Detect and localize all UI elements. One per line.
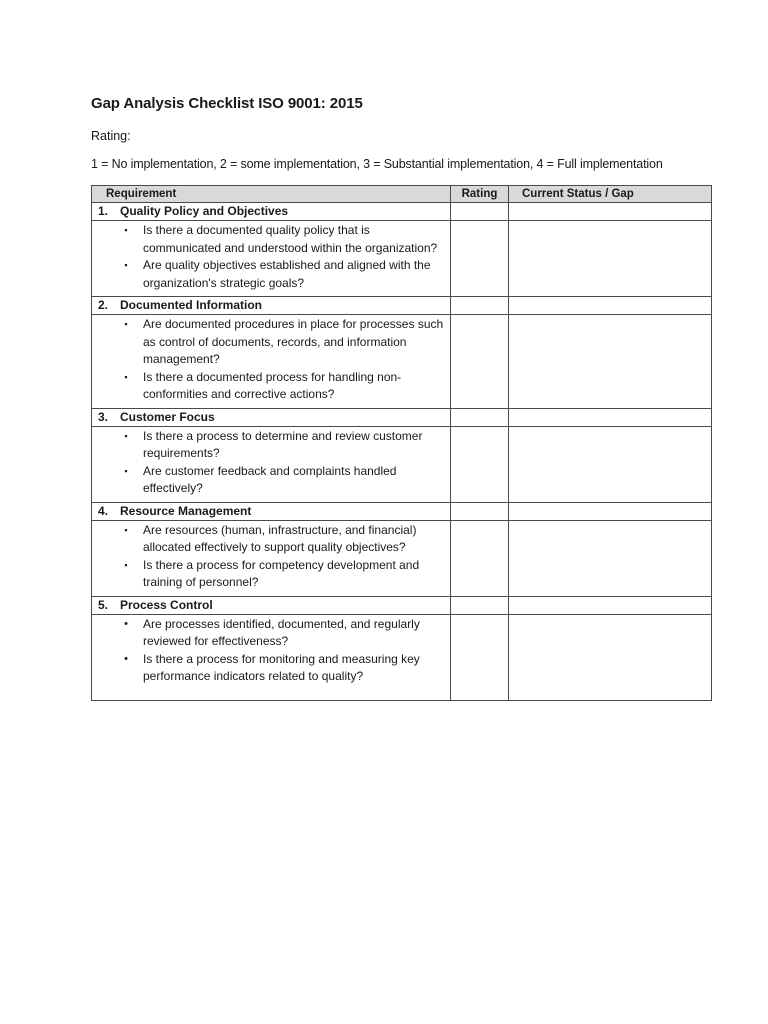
list-item bbox=[92, 651, 450, 686]
section-row bbox=[92, 502, 712, 520]
section-row bbox=[92, 203, 712, 221]
section-title: Quality Policy and Objectives bbox=[120, 204, 289, 218]
section-status-cell[interactable] bbox=[509, 297, 712, 315]
question-text: Is there a documented quality policy that is communicated and understood within the organization? bbox=[143, 223, 438, 255]
square-bullet-icon: ▪ bbox=[124, 225, 128, 235]
section-title-cell bbox=[92, 502, 451, 520]
square-bullet-icon: ▪ bbox=[124, 260, 128, 270]
section-row bbox=[92, 297, 712, 315]
questions-cell bbox=[92, 426, 451, 502]
list-item bbox=[92, 616, 450, 651]
section-title: Documented Information bbox=[120, 298, 263, 312]
status-gap-cell[interactable] bbox=[509, 520, 712, 596]
questions-cell bbox=[92, 221, 451, 297]
question-list bbox=[92, 427, 450, 502]
section-row bbox=[92, 596, 712, 614]
section-heading bbox=[92, 503, 450, 520]
rating-cell[interactable] bbox=[451, 315, 509, 409]
list-item bbox=[92, 257, 450, 292]
list-item bbox=[92, 222, 450, 257]
section-number: 4. bbox=[98, 503, 109, 518]
list-item bbox=[92, 463, 450, 498]
section-heading bbox=[92, 597, 450, 614]
question-list bbox=[92, 221, 450, 296]
section-number: 1. bbox=[98, 204, 109, 218]
section-status-cell[interactable] bbox=[509, 203, 712, 221]
page-title: Gap Analysis Checklist ISO 9001: 2015 bbox=[91, 95, 363, 112]
question-list bbox=[92, 521, 450, 596]
questions-cell bbox=[92, 614, 451, 700]
question-text: Is there a process for competency development and training of personnel? bbox=[143, 557, 420, 589]
question-row bbox=[92, 315, 712, 409]
square-bullet-icon: ▪ bbox=[124, 319, 128, 329]
list-item bbox=[92, 522, 450, 557]
section-rating-cell[interactable] bbox=[451, 203, 509, 221]
rating-column-header: Rating bbox=[451, 186, 509, 203]
status-gap-cell[interactable] bbox=[509, 426, 712, 502]
question-text: Are processes identified, documented, and regularly reviewed for effectiveness? bbox=[143, 616, 420, 648]
question-text: Are quality objectives established and aligned with the organization's strategic goals? bbox=[143, 258, 431, 290]
question-text: Is there a process to determine and review customer requirements? bbox=[143, 428, 423, 460]
section-title: Process Control bbox=[120, 597, 213, 612]
questions-cell bbox=[92, 520, 451, 596]
section-number: 5. bbox=[98, 597, 109, 612]
question-text: Are customer feedback and complaints handled effectively? bbox=[143, 463, 397, 495]
section-title: Resource Management bbox=[120, 503, 252, 518]
question-row bbox=[92, 426, 712, 502]
square-bullet-icon: ▪ bbox=[124, 465, 128, 476]
status-gap-cell[interactable] bbox=[509, 221, 712, 297]
table-body bbox=[92, 203, 712, 701]
section-title-cell bbox=[92, 596, 451, 614]
section-heading bbox=[92, 203, 450, 220]
status-gap-cell[interactable] bbox=[509, 614, 712, 700]
section-number: 2. bbox=[98, 298, 109, 312]
rating-label: Rating: bbox=[91, 129, 131, 143]
question-row bbox=[92, 520, 712, 596]
section-row bbox=[92, 408, 712, 426]
section-rating-cell[interactable] bbox=[451, 502, 509, 520]
requirement-column-header: Requirement bbox=[92, 186, 451, 203]
list-item bbox=[92, 428, 450, 463]
question-list bbox=[92, 315, 450, 408]
list-item bbox=[92, 557, 450, 592]
section-rating-cell[interactable] bbox=[451, 297, 509, 315]
section-heading bbox=[92, 409, 450, 426]
rating-cell[interactable] bbox=[451, 426, 509, 502]
rating-cell[interactable] bbox=[451, 614, 509, 700]
status-column-header: Current Status / Gap bbox=[509, 186, 712, 203]
questions-cell bbox=[92, 315, 451, 409]
section-rating-cell[interactable] bbox=[451, 408, 509, 426]
section-title-cell bbox=[92, 297, 451, 315]
question-text: Is there a process for monitoring and measuring key performance indicators related to quality? bbox=[143, 651, 420, 683]
round-bullet-icon: • bbox=[124, 652, 128, 665]
status-gap-cell[interactable] bbox=[509, 315, 712, 409]
square-bullet-icon: ▪ bbox=[124, 524, 128, 535]
question-text: Is there a documented process for handling non-conformities and corrective actions? bbox=[143, 369, 402, 401]
rating-scale-legend: 1 = No implementation, 2 = some implementation, 3 = Substantial implementation, 4 = Full implementation bbox=[91, 157, 663, 171]
question-row bbox=[92, 614, 712, 700]
square-bullet-icon: ▪ bbox=[124, 430, 128, 441]
section-number: 3. bbox=[98, 409, 109, 424]
section-title-cell bbox=[92, 203, 451, 221]
table-header-row bbox=[92, 186, 712, 203]
question-text: Are resources (human, infrastructure, and financial) allocated effectively to support quality objectives? bbox=[143, 522, 417, 554]
rating-cell[interactable] bbox=[451, 520, 509, 596]
section-heading bbox=[92, 297, 450, 314]
round-bullet-icon: • bbox=[124, 617, 128, 630]
question-row bbox=[92, 221, 712, 297]
square-bullet-icon: ▪ bbox=[124, 371, 128, 382]
section-title-cell bbox=[92, 408, 451, 426]
rating-cell[interactable] bbox=[451, 221, 509, 297]
section-title: Customer Focus bbox=[120, 409, 215, 424]
list-item bbox=[92, 316, 450, 369]
question-text: Are documented procedures in place for processes such as control of documents, records, and information management? bbox=[143, 317, 444, 366]
section-status-cell[interactable] bbox=[509, 596, 712, 614]
gap-analysis-table bbox=[91, 185, 712, 701]
question-list bbox=[92, 615, 450, 700]
section-status-cell[interactable] bbox=[509, 408, 712, 426]
list-item bbox=[92, 369, 450, 404]
section-rating-cell[interactable] bbox=[451, 596, 509, 614]
square-bullet-icon: ▪ bbox=[124, 559, 128, 570]
section-status-cell[interactable] bbox=[509, 502, 712, 520]
